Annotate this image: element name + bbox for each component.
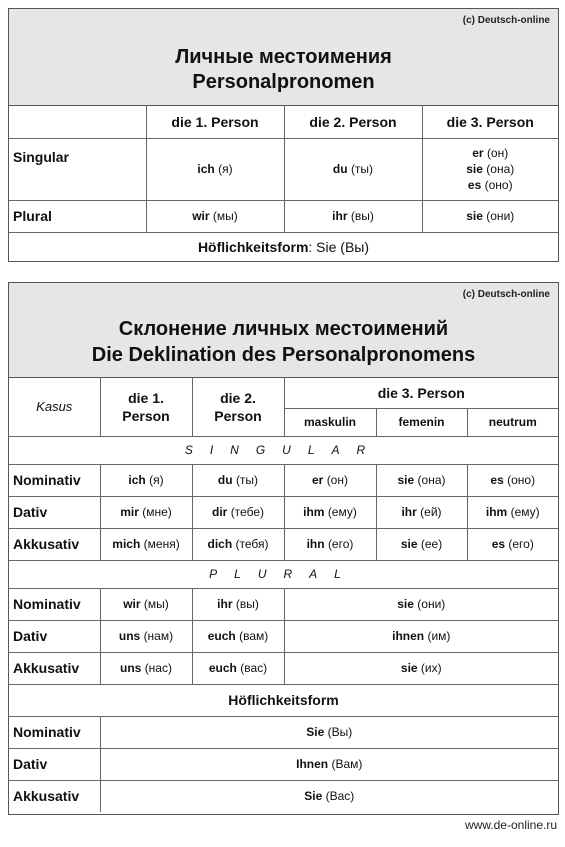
copyright-note: (c) Deutsch-online bbox=[462, 15, 550, 26]
col-feminine: femenin bbox=[376, 408, 467, 436]
cell-pl2: ihr (вы) bbox=[284, 200, 422, 232]
cell-sg-akk-2: dich (тебя) bbox=[192, 528, 284, 560]
cell-polite-akk: Sie (Вас) bbox=[100, 780, 558, 812]
cell-pl-nom-3: sie (они) bbox=[284, 588, 558, 620]
cell-sg-akk-3m: ihn (его) bbox=[284, 528, 376, 560]
declension-card-header bbox=[9, 283, 558, 378]
cell-polite-dat: Ihnen (Вам) bbox=[100, 748, 558, 780]
pronouns-card bbox=[8, 8, 559, 262]
cell-sg-dat-3m: ihm (ему) bbox=[284, 496, 376, 528]
cell-sg-dat-1: mir (мне) bbox=[100, 496, 192, 528]
case-accusative: Akkusativ bbox=[9, 528, 100, 560]
title-german: Personalpronomen bbox=[192, 71, 375, 93]
kasus-label: Kasus bbox=[9, 378, 100, 436]
cell-polite-nom: Sie (Вы) bbox=[100, 716, 558, 748]
cell-pl-dat-2: euch (вам) bbox=[192, 620, 284, 652]
cell-sg-dat-3n: ihm (ему) bbox=[467, 496, 558, 528]
cell-sg2: du (ты) bbox=[284, 138, 422, 200]
col-first-person: die 1. Person bbox=[146, 106, 284, 138]
row-plural-label: Plural bbox=[9, 200, 146, 232]
empty-corner bbox=[9, 106, 146, 138]
col-second-person: die 2. Person bbox=[284, 106, 422, 138]
col-first-person: die 1. Person bbox=[100, 378, 192, 436]
cell-sg-nom-1: ich (я) bbox=[100, 464, 192, 496]
cell-sg-nom-2: du (ты) bbox=[192, 464, 284, 496]
cell-sg-akk-3n: es (его) bbox=[467, 528, 558, 560]
cell-sg-nom-3f: sie (она) bbox=[376, 464, 467, 496]
case-nominative: Nominativ bbox=[9, 588, 100, 620]
cell-sg-akk-1: mich (меня) bbox=[100, 528, 192, 560]
cell-pl-akk-1: uns (нас) bbox=[100, 652, 192, 684]
case-nominative: Nominativ bbox=[9, 716, 100, 748]
col-masculine: maskulin bbox=[284, 408, 376, 436]
cell-pl-dat-3: ihnen (им) bbox=[284, 620, 558, 652]
cell-pl-akk-3: sie (их) bbox=[284, 652, 558, 684]
declension-card bbox=[8, 282, 559, 815]
col-third-person: die 3. Person bbox=[422, 106, 558, 138]
pronouns-table bbox=[9, 106, 558, 262]
case-dative: Dativ bbox=[9, 620, 100, 652]
cell-pl-nom-2: ihr (вы) bbox=[192, 588, 284, 620]
cell-pl1: wir (мы) bbox=[146, 200, 284, 232]
case-dative: Dativ bbox=[9, 496, 100, 528]
case-accusative: Akkusativ bbox=[9, 652, 100, 684]
polite-form-header: Höflichkeitsform bbox=[9, 684, 558, 716]
cell-sg-dat-3f: ihr (ей) bbox=[376, 496, 467, 528]
cell-sg3: er (он) sie (она) es (оно) bbox=[422, 138, 558, 200]
polite-form-row: Höflichkeitsform: Sie (Вы) bbox=[9, 232, 558, 262]
case-accusative: Akkusativ bbox=[9, 780, 100, 812]
cell-pl-dat-1: uns (нам) bbox=[100, 620, 192, 652]
col-neuter: neutrum bbox=[467, 408, 558, 436]
pronouns-card-header bbox=[9, 9, 558, 106]
cell-sg-nom-3n: es (оно) bbox=[467, 464, 558, 496]
col-second-person: die 2. Person bbox=[192, 378, 284, 436]
title-russian: Личные местоимения bbox=[175, 46, 392, 68]
cell-pl-nom-1: wir (мы) bbox=[100, 588, 192, 620]
cell-sg-nom-3m: er (он) bbox=[284, 464, 376, 496]
title-german: Die Deklination des Personalpronomens bbox=[91, 344, 476, 366]
copyright-note: (c) Deutsch-online bbox=[462, 289, 550, 300]
cell-pl-akk-2: euch (вас) bbox=[192, 652, 284, 684]
declension-table bbox=[9, 378, 558, 812]
singular-separator: SINGULAR bbox=[9, 436, 558, 464]
footer-url: www.de-online.ru bbox=[464, 818, 557, 832]
case-nominative: Nominativ bbox=[9, 464, 100, 496]
cell-sg-dat-2: dir (тебе) bbox=[192, 496, 284, 528]
row-singular-label: Singular bbox=[9, 138, 146, 200]
cell-pl3: sie (они) bbox=[422, 200, 558, 232]
title-russian: Склонение личных местоимений bbox=[118, 318, 449, 340]
cell-sg1: ich (я) bbox=[146, 138, 284, 200]
col-third-person: die 3. Person bbox=[284, 378, 558, 408]
case-dative: Dativ bbox=[9, 748, 100, 780]
plural-separator: PLURAL bbox=[9, 560, 558, 588]
cell-sg-akk-3f: sie (ее) bbox=[376, 528, 467, 560]
